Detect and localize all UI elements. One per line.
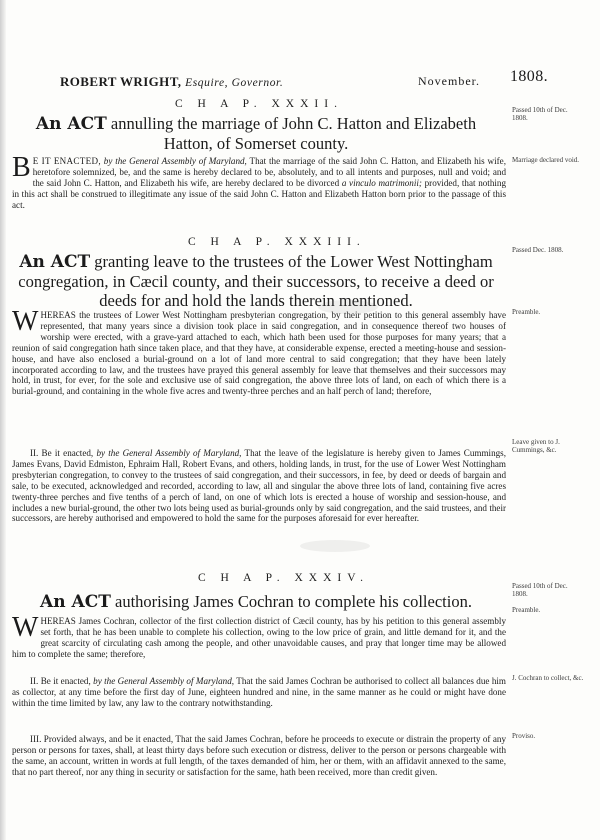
act-title-text: authorising James Cochran to complete his collection. bbox=[115, 592, 472, 611]
margin-note: Preamble. bbox=[512, 606, 541, 614]
margin-note: Passed 10th of Dec. 1808. bbox=[512, 582, 568, 598]
enacting-clause: II. Be it enacted, bbox=[30, 448, 94, 458]
act-paragraph bbox=[12, 152, 507, 211]
paragraph-text: That the marriage of the said John C. Hatton, and Elizabeth his wife, heretofore solemnized, be, and the same is hereby declared to be, absolutely, and to all intents and purposes, null and void; and the said John C. Hatton, and Elizabeth his wife, are hereby declared to be divorced bbox=[32, 156, 506, 188]
act-title bbox=[10, 114, 502, 153]
assembly-clause: by the General Assembly of Maryland, bbox=[103, 156, 247, 166]
paragraph-text: provided, that nothing in this act shall be construed to illegitimate any issue of the said John C. Hatton and Elizabeth Hatton born prior to the passage of this act. bbox=[12, 177, 507, 210]
act-paragraph bbox=[12, 612, 506, 660]
act-title-lead: An ACT bbox=[40, 592, 111, 612]
drop-cap: W bbox=[12, 612, 39, 643]
running-head-month: November. bbox=[418, 74, 480, 88]
chapter-heading: C H A P. XXXIII. bbox=[188, 236, 366, 248]
margin-note: Preamble. bbox=[512, 308, 541, 316]
margin-note: Marriage declared void. bbox=[512, 156, 580, 164]
assembly-clause: by the General Assembly of Maryland, bbox=[93, 676, 235, 686]
act-paragraph bbox=[12, 676, 506, 709]
enacting-clause: E IT ENACTED, bbox=[32, 156, 101, 166]
enacting-clause: III. Provided always, and be it enacted, bbox=[30, 734, 174, 744]
running-head-name bbox=[60, 74, 283, 90]
margin-note: Proviso. bbox=[512, 732, 536, 740]
act-paragraph bbox=[12, 448, 506, 524]
act-paragraph bbox=[12, 306, 506, 397]
governor-office: Esquire, Governor. bbox=[185, 77, 284, 89]
drop-cap: W bbox=[12, 306, 39, 337]
latin-phrase: a vinculo matrimonii; bbox=[341, 177, 422, 188]
scan-smudge bbox=[318, 300, 378, 314]
running-head-year: 1808. bbox=[510, 68, 548, 85]
running-head bbox=[60, 68, 548, 92]
margin-note: J. Cochran to collect, &c. bbox=[512, 674, 584, 682]
paragraph-text: HEREAS the trustees of Lower West Nottingham presbyterian congregation, by their petition to this general assembly have represented, that many years since a division took place in said congregation, and in consequence thereof two houses of worship were erected, with a grave-yard attached to each, which hath been used for those purposes for many years; that a reunion of said congregation hath since taken place, and that they have, at considerable expense, erected a meeting-house and session-house, and have also enclosed a burial-ground on a lot of land more central to said congregation; that they have been lately incorporated according to law, and the trustees have prayed this general assembly for leave that themselves and their successors may hold, in trust, for ever, for the sole and exclusive use of said congregation, the above three lots of land, on each of which there is a burial-ground, and containing in the whole five acres and twenty-three perches and an half perch of land; therefore, bbox=[12, 310, 506, 397]
scan-smudge bbox=[300, 540, 370, 552]
chapter-heading: C H A P. XXXII. bbox=[175, 98, 343, 110]
paragraph-text: That the leave of the legislature is hereby given to James Cummings, James Evans, David Edmiston, Ephraim Hall, Robert Evans, and others, holding lands, in trust, for the use of Lower West Nottingham presbyterian congregation, to convey to the trustees of said congregation, and their successors, in fee, by deed or deeds of bargain and sale, to be executed, acknowledged and recorded, according to law, all and singular the above three lots of land, containing five acres twenty-three perches and five tenths of a perch of land, on one of which lots is erected a house of worship and session-house, and includes a new burial-ground, the other two lots being used as burial-grounds only by said congregation, and the said trustees, and their successors, are hereby authorised and empowered to hold the same for the purposes aforesaid for ever hereafter. bbox=[12, 448, 506, 524]
act-title-lead: An ACT bbox=[35, 114, 107, 134]
act-title-lead: An ACT bbox=[19, 252, 91, 272]
act-paragraph bbox=[12, 734, 506, 778]
paragraph-text: That the said James Cochran be authorised to collect all balances due him as collector, at any time before the first day of June, eighteen hundred and nine, in the same manner as he could or might have done within the time limited by law, any law to the contrary notwithstanding. bbox=[12, 676, 506, 708]
paragraph-text: That the said James Cochran, before he proceeds to execute or distrain the property of any person or persons for taxes, shall, at least thirty days before such execution or distress, deliver to the person or persons chargeable with the same, an account, written in words at full length, of the taxes demanded of him, her or them, with an affidavit annexed to the same, that no part thereof, nor any thing in security or satisfaction for the same, hath been received, more than credit given. bbox=[12, 734, 507, 777]
act-title-text: annulling the marriage of John C. Hatton and Elizabeth Hatton, of Somerset county. bbox=[110, 114, 477, 153]
chapter-heading: C H A P. XXXIV. bbox=[198, 572, 369, 584]
assembly-clause: by the General Assembly of Maryland, bbox=[96, 448, 242, 458]
act-title-text: granting leave to the trustees of the Lower West Nottingham congregation, in Cæcil county, and their successors, to receive a deed or deeds for and hold the lands therein mentioned. bbox=[18, 252, 494, 310]
margin-note: Leave given to J. Cummings, &c. bbox=[512, 438, 560, 454]
paragraph-text: HEREAS James Cochran, collector of the first collection district of Cæcil county, has by his petition to this general assembly set forth, that he has been unable to complete his collection, owing to the low price of grain, and little demand for it, and the great scarcity of circulating cash among the people, and other unavoidable causes, and pray that longer time may be allowed him to complete the same; therefore, bbox=[12, 616, 506, 659]
margin-note: Passed 10th of Dec. 1808. bbox=[512, 106, 568, 122]
drop-cap: B bbox=[12, 152, 31, 183]
act-title bbox=[10, 252, 502, 310]
margin-note: Passed Dec. 1808. bbox=[512, 246, 564, 254]
governor-name: ROBERT WRIGHT, bbox=[60, 74, 182, 89]
enacting-clause: II. Be it enacted, bbox=[30, 676, 91, 686]
act-title bbox=[10, 592, 502, 612]
scan-edge bbox=[0, 0, 6, 840]
